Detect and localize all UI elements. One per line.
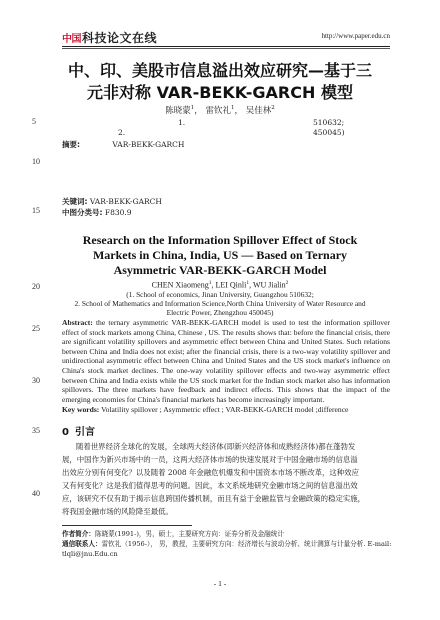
keywords-cn-text: VAR-BEKK-GARCH <box>89 197 162 206</box>
affil-en-1: (1. School of economics, Jinan University, Guangzhou 510632; <box>126 290 314 299</box>
affil-cn-2-code: 450045) <box>313 128 345 137</box>
section-number: 0 <box>62 427 69 438</box>
clc-cn-text: F830.9 <box>104 208 132 217</box>
line-number: 30 <box>32 376 40 385</box>
line-number: 35 <box>32 426 40 435</box>
author-en-2-sup: 1 <box>246 280 250 286</box>
author-cn-3: 吴佳林 <box>245 106 272 116</box>
footnote-intro-label: 作者简介： <box>62 530 95 538</box>
line-number: 40 <box>32 489 40 498</box>
affil-en-3: Electric Power, Zhengzhou 450045) <box>166 308 274 317</box>
author-en-2: LEI Qinli <box>215 280 247 290</box>
body-cn-line: 又有何变化？这是我们值得思考的问题。因此，本文系统地研究金融市场之间的信息溢出效 <box>62 481 358 490</box>
journal-header <box>62 30 390 44</box>
line-number: 20 <box>32 282 40 291</box>
line-number: 15 <box>32 206 40 215</box>
page-number: - 1 - <box>213 579 227 588</box>
author-en-3-sup: 2 <box>285 280 289 286</box>
author-cn-2: 雷钦礼 <box>205 106 231 116</box>
footnote-corr-label: 通信联系人： <box>62 540 102 548</box>
header-rule <box>62 46 390 47</box>
footnote-rule <box>62 525 192 526</box>
footnote-email-link[interactable]: tlqli@jnu.Edu.cn <box>62 550 118 558</box>
footnote-corr-text: 雷钦礼（1956-）， 男，教授，主要研究方向：经济增长与波动分析、统计测算与计量分析. E-mail: <box>101 540 392 548</box>
section-heading <box>62 423 95 438</box>
affil-en-2: 2. School of Mathematics and Information Science,North China University of Water Resource and <box>74 299 366 308</box>
abstract-cn-label: 摘要: <box>62 140 80 149</box>
affil-cn-1-code: 510632; <box>313 118 345 127</box>
logo-text: 科技论文在线 <box>82 30 158 45</box>
abstract-en-label: Abstract: <box>62 318 93 327</box>
title-en-line3: Asymmetric VAR-BEKK-GARCH Model <box>113 263 327 277</box>
body-cn-line: 出效应分别有何变化？以及随着 2008 年金融危机爆发和中国资本市场不断改革，这种效应 <box>62 468 359 477</box>
author-cn-1: 陈晓蒙 <box>165 106 191 116</box>
keywords-en <box>62 405 390 415</box>
line-number: 5 <box>32 117 36 126</box>
author-en-1: CHEN Xiaomeng <box>151 280 209 290</box>
clc-cn-label: 中图分类号: <box>62 208 103 217</box>
body-cn-line: 随着世界经济全球化的发展，全球两大经济体(即新兴经济体和成熟经济体)都在蓬勃发 <box>76 442 356 451</box>
title-cn-line1: 中、印、美股市信息溢出效应研究—基于三 <box>67 61 372 80</box>
title-cn-line2: 元非对称 VAR-BEKK-GARCH 模型 <box>87 83 353 102</box>
clc-cn <box>62 207 132 218</box>
footnote-email-line <box>62 550 392 559</box>
header-rule-thin <box>62 48 390 49</box>
author-cn-1-sup: 1 <box>190 105 195 112</box>
footnote-intro-text: 陈晓蒙(1991-)，男，硕士，主要研究方向：证券分析及金融统计 <box>94 530 284 538</box>
line-number: 25 <box>32 324 40 333</box>
line-number: 10 <box>32 157 40 166</box>
authors-en: CHEN Xiaomeng$^1$, LEI Qinli$^1$, WU Jialin$^2$ <box>151 280 289 290</box>
affil-cn-1-num: 1. <box>178 118 186 127</box>
body-cn-line: 应，该研究不仅有助于揭示信息跨国传播机制，而且有益于金融监管与金融政策的稳定实施， <box>62 494 366 503</box>
affil-cn-2-num: 2. <box>118 128 126 137</box>
authors-cn: 陈晓蒙$^1$， 雷钦礼$^1$， 吴佳林$^2$ <box>165 105 275 116</box>
author-en-3: WU Jialin <box>252 280 286 290</box>
abstract-cn <box>62 139 184 150</box>
keywords-en-label: Key words: <box>62 405 100 414</box>
author-en-1-sup: 1 <box>208 280 212 286</box>
abstract-en <box>62 318 390 404</box>
author-cn-2-sup: 1 <box>231 105 235 112</box>
author-cn-3-sup: 2 <box>271 105 275 112</box>
keywords-en-text: Volatility spillover ; Asymmetric effect ; VAR-BEKK-GARCH model ;difference <box>101 405 349 414</box>
body-cn-line: 展，中国作为新兴市场中的一员，这两大经济体市场的快速发展对于中国金融市场的信息溢 <box>62 455 358 464</box>
abstract-cn-text: VAR-BEKK-GARCH <box>112 140 185 149</box>
keywords-cn-label: 关键词: <box>62 197 88 206</box>
keywords-cn <box>62 196 162 207</box>
footnote-intro <box>62 530 392 539</box>
title-en-line1: Research on the Information Spillover Effect of Stock <box>82 233 358 247</box>
journal-url-link[interactable]: http://www.paper.edu.cn <box>321 32 390 40</box>
abstract-en-text: the ternary asymmetric VAR-BEKK-GARCH model is used to test the information spillover effect of stock markets among China, Chinese , US. The results shows that: before the financial crisis, there are significant volatility spillovers and asymmetric effect between China and United States. Such relations between China and India does not exist; after the financial crisis, there is a two-way volatility spillover and unidirectional asymmetric effect between China and United States and the US stock market's influence on China's stock market declines. The one-way volatility spillover effects and two-way asymmetric effect between China and India exists while the US stock market for the Indian stock market also has information spillovers. The three markets have feedback and indirect effects. This shows that the impact of the emerging economies for China's financial markets has become increasingly important. <box>62 318 390 404</box>
footnote-corr <box>62 540 392 549</box>
body-cn-line: 将我国金融市场的风险降至最低。 <box>62 507 173 516</box>
section-title: 引言 <box>74 427 95 438</box>
journal-logo <box>62 30 157 44</box>
title-en-line2: Markets in China, India, US — Based on Ternary <box>92 248 348 262</box>
logo-badge: 中国 <box>62 33 81 45</box>
